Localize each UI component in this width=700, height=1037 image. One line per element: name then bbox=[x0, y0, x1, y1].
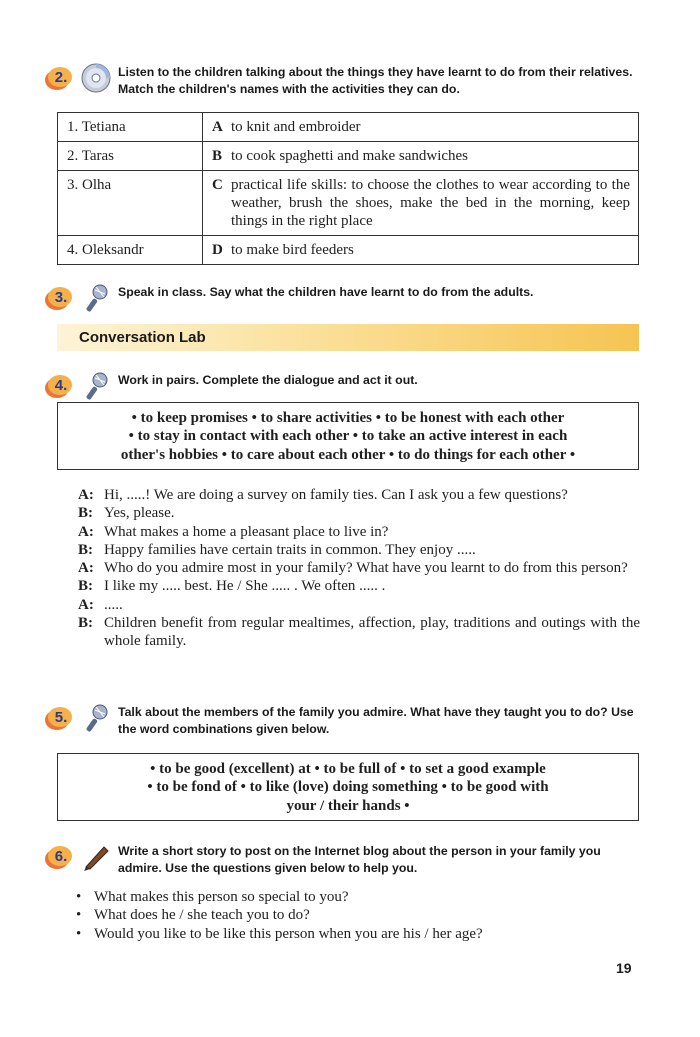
child-name: 1. Tetiana bbox=[58, 113, 203, 142]
exercise-2-instruction: Listen to the children talking about the things they have learnt to do from their relatives. Match the children's names with the activities they can do. bbox=[118, 65, 633, 96]
line-text: I like my ..... best. He / She ..... . We often ..... . bbox=[104, 578, 386, 595]
table-row bbox=[58, 171, 639, 236]
list-item bbox=[76, 888, 638, 906]
exercise-4-instruction: Work in pairs. Complete the dialogue and act it out. bbox=[118, 373, 418, 387]
pen-icon bbox=[80, 841, 112, 873]
question-text: What does he / she teach you to do? bbox=[94, 907, 310, 924]
speaker: B: bbox=[78, 615, 93, 632]
exercise-number: 5. bbox=[44, 704, 78, 730]
dialogue-line bbox=[78, 596, 640, 614]
activity-letter: C bbox=[212, 177, 223, 193]
conversation-lab-banner bbox=[57, 324, 639, 351]
dialogue-line bbox=[78, 614, 640, 651]
activity-text: to make bird feeders bbox=[231, 242, 354, 258]
activity-text: practical life skills: to choose the clothes to wear according to the weather, brush the shoes, make the bed in the morning, keep things in the right place bbox=[231, 177, 630, 229]
line-text: Happy families have certain traits in common. They enjoy ..... bbox=[104, 541, 476, 558]
exercise-3-header bbox=[44, 284, 642, 324]
speaker: A: bbox=[78, 487, 94, 503]
bullet-icon: • bbox=[76, 889, 82, 905]
section-title: Conversation Lab bbox=[79, 329, 206, 346]
dialogue-line bbox=[78, 541, 640, 559]
exercise-number: 2. bbox=[44, 64, 78, 90]
dialogue-line bbox=[78, 486, 640, 504]
exercise-number: 4. bbox=[44, 372, 78, 398]
exercise-number: 6. bbox=[44, 843, 78, 869]
word-box bbox=[57, 402, 639, 470]
line-text: Yes, please. bbox=[104, 505, 175, 522]
table-row bbox=[58, 236, 639, 265]
word-box-line: • to keep promises • to share activities • to be honest with each other bbox=[131, 410, 565, 426]
list-item bbox=[76, 906, 638, 924]
word-box-line: • to be good (excellent) at • to be full of • to set a good example bbox=[150, 761, 546, 777]
matching-table bbox=[57, 112, 639, 265]
speaker: A: bbox=[78, 523, 94, 540]
table-row bbox=[58, 142, 639, 171]
speaker: A: bbox=[78, 596, 94, 613]
line-text: Children benefit from regular mealtimes, affection, play, traditions and outings with the whole family. bbox=[104, 615, 640, 650]
page-number: 19 bbox=[616, 960, 632, 976]
word-box-line: • to be fond of • to like (love) doing something • to be good with bbox=[147, 779, 549, 796]
question-text: Would you like to be like this person when you are his / her age? bbox=[94, 925, 483, 942]
dialogue-line bbox=[78, 559, 640, 577]
word-box-line: other's hobbies • to care about each other • to do things for each other • bbox=[120, 446, 576, 463]
bullet-icon: • bbox=[76, 925, 82, 942]
exercise-6-header bbox=[44, 843, 642, 883]
exercise-3-instruction: Speak in class. Say what the children have learnt to do from the adults. bbox=[118, 285, 534, 299]
speaker: B: bbox=[78, 578, 93, 595]
speaker: B: bbox=[78, 505, 93, 522]
microphone-icon bbox=[80, 282, 112, 314]
speaker: B: bbox=[78, 541, 93, 558]
question-list bbox=[76, 888, 638, 943]
dialogue-line bbox=[78, 577, 640, 595]
line-text: Hi, .....! We are doing a survey on family ties. Can I ask you a few questions? bbox=[104, 487, 568, 503]
dialogue-line bbox=[78, 523, 640, 541]
word-box-line: your / their hands • bbox=[286, 797, 410, 814]
microphone-icon bbox=[80, 702, 112, 734]
speaker: A: bbox=[78, 560, 94, 577]
word-box-line: • to stay in contact with each other • to take an active interest in each bbox=[128, 428, 568, 445]
activity-letter: D bbox=[212, 242, 223, 258]
line-text: What makes a home a pleasant place to live in? bbox=[104, 523, 389, 540]
microphone-icon bbox=[80, 370, 112, 402]
exercise-5-header bbox=[44, 704, 642, 744]
exercise-number: 3. bbox=[44, 284, 78, 310]
line-text: Who do you admire most in your family? What have you learnt to do from this person? bbox=[104, 560, 628, 577]
question-text: What makes this person so special to you? bbox=[94, 889, 349, 905]
dialogue bbox=[78, 486, 640, 651]
activity-text: to knit and embroider bbox=[231, 119, 361, 135]
cd-disc-icon bbox=[80, 62, 112, 94]
exercise-6-instruction: Write a short story to post on the Internet blog about the person in your family you admire. Use the questions given below to help you. bbox=[118, 844, 601, 875]
exercise-5-instruction: Talk about the members of the family you admire. What have they taught you to do? Use the word combinations given below. bbox=[118, 705, 634, 736]
list-item bbox=[76, 925, 638, 943]
bullet-icon: • bbox=[76, 907, 82, 924]
exercise-2-header bbox=[44, 64, 642, 104]
word-box bbox=[57, 753, 639, 821]
child-name: 4. Oleksandr bbox=[58, 236, 203, 265]
child-name: 2. Taras bbox=[58, 142, 203, 171]
dialogue-line bbox=[78, 504, 640, 522]
child-name: 3. Olha bbox=[58, 171, 203, 236]
line-text: ..... bbox=[104, 596, 123, 613]
activity-letter: B bbox=[212, 148, 223, 164]
activity-text: to cook spaghetti and make sandwiches bbox=[231, 148, 469, 164]
activity-letter: A bbox=[212, 119, 223, 135]
table-row bbox=[58, 113, 639, 142]
